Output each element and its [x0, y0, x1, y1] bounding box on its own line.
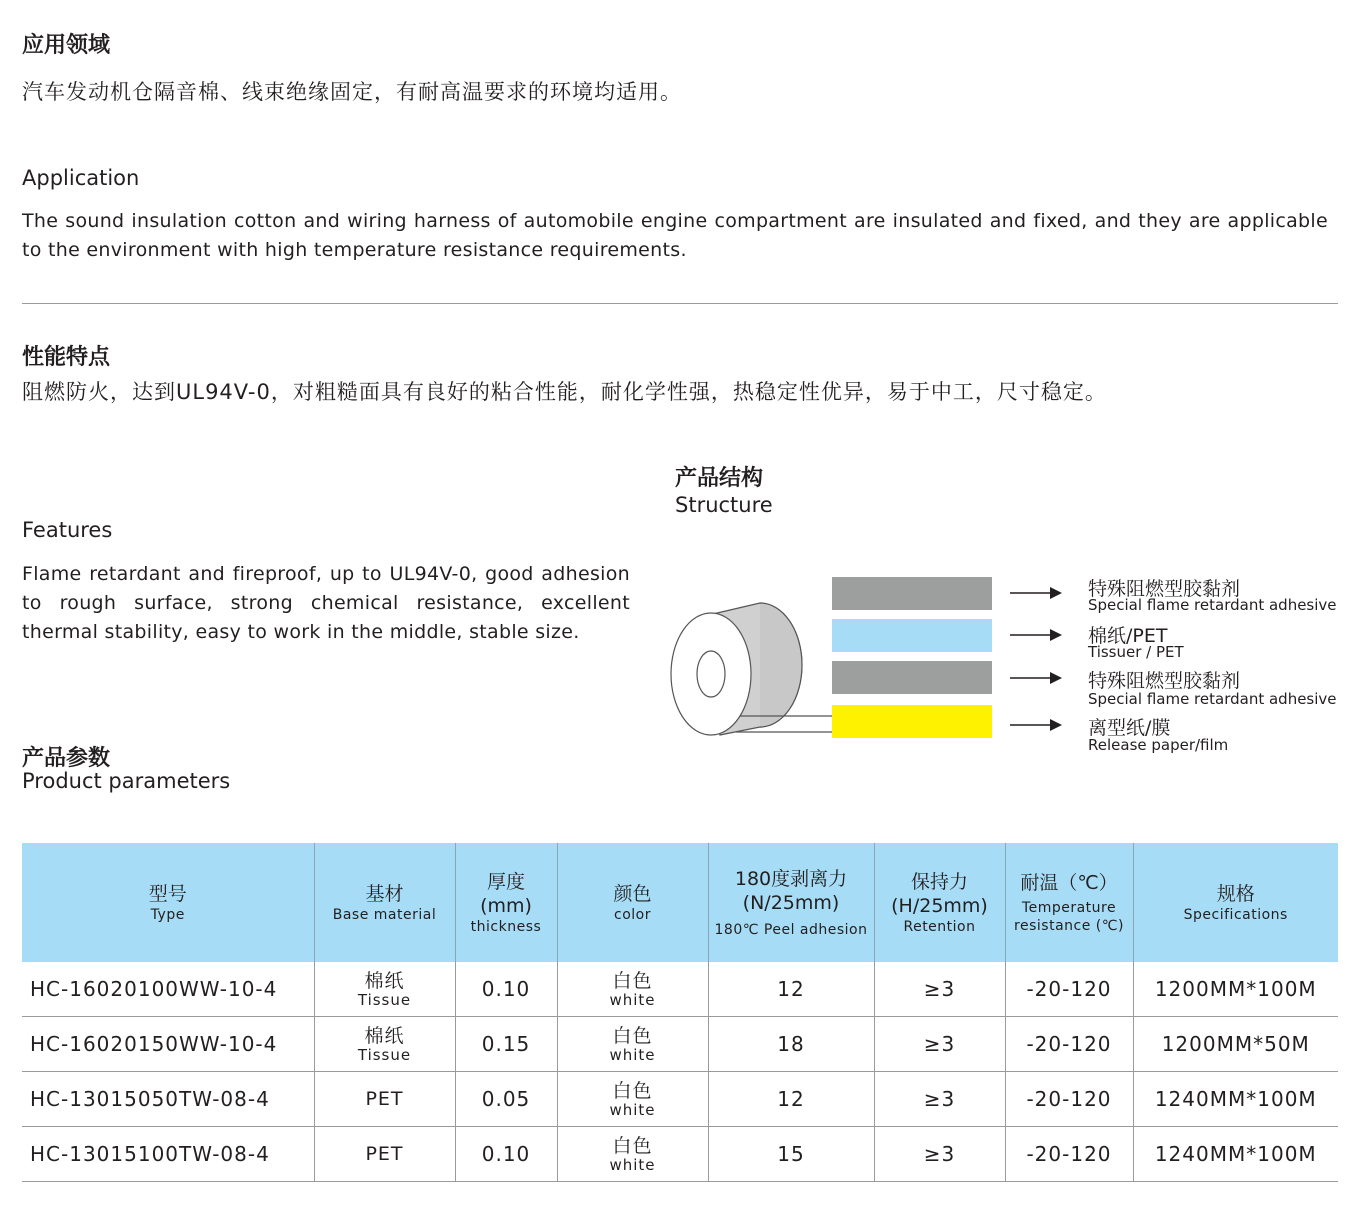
cell-thickness: 0.15 — [455, 1017, 557, 1072]
features-text-cn: 阻燃防火，达到UL94V-0，对粗糙面具有良好的粘合性能，耐化学性强，热稳定性优异，易于中工，尺寸稳定。 — [22, 380, 1107, 404]
col-specifications: 规格 Specifications — [1133, 843, 1338, 962]
layer-label-en: Tissuer / PET — [1088, 643, 1184, 661]
col-color: 颜色 color — [557, 843, 708, 962]
parameters-heading-cn: 产品参数 — [22, 746, 111, 771]
application-text-en: The sound insulation cotton and wiring harness of automobile engine compartment are insulated and fixed, and they are applicable to the environment with high temperature resistance requirements. — [22, 210, 1328, 261]
col-peel-adhesion: 180度剥离力 (N/25mm) 180℃ Peel adhesion — [708, 843, 874, 962]
section-divider — [22, 303, 1338, 304]
layer-adhesive-top — [832, 577, 992, 610]
table-row — [22, 1127, 1338, 1182]
product-parameters-table — [22, 843, 1338, 1182]
cell-retention: ≥3 — [874, 1127, 1005, 1182]
cell-color: 白色 white — [557, 962, 708, 1017]
cell-retention: ≥3 — [874, 962, 1005, 1017]
cell-temperature: -20-120 — [1005, 1127, 1133, 1182]
cell-base-material: PET — [314, 1127, 455, 1182]
col-thickness: 厚度 (mm) thickness — [455, 843, 557, 962]
col-retention: 保持力 (H/25mm) Retention — [874, 843, 1005, 962]
cell-thickness: 0.10 — [455, 1127, 557, 1182]
layer-tissue-pet — [832, 619, 992, 652]
cell-base-material: PET — [314, 1072, 455, 1127]
layer-label-cn: 棉纸/PET — [1088, 625, 1168, 647]
cell-specifications: 1240MM*100M — [1133, 1127, 1338, 1182]
cell-type: HC-13015050TW-08-4 — [22, 1072, 314, 1127]
application-heading-en: Application — [22, 166, 140, 190]
arrow-right-icon — [1010, 629, 1062, 641]
application-heading-cn: 应用领域 — [22, 33, 111, 58]
arrow-right-icon — [1010, 587, 1062, 599]
layer-label-en: Special flame retardant adhesive — [1088, 596, 1337, 614]
cell-color: 白色 white — [557, 1017, 708, 1072]
table-row — [22, 1072, 1338, 1127]
layer-release-film — [832, 705, 992, 738]
cell-thickness: 0.05 — [455, 1072, 557, 1127]
cell-peel: 12 — [708, 962, 874, 1017]
cell-temperature: -20-120 — [1005, 1072, 1133, 1127]
layer-label-en: Special flame retardant adhesive — [1088, 690, 1337, 708]
cell-specifications: 1200MM*50M — [1133, 1017, 1338, 1072]
cell-type: HC-16020150WW-10-4 — [22, 1017, 314, 1072]
cell-specifications: 1240MM*100M — [1133, 1072, 1338, 1127]
col-temperature: 耐温（℃） Temperature resistance (℃) — [1005, 843, 1133, 962]
layer-label-cn: 特殊阻燃型胶黏剂 — [1088, 578, 1241, 600]
col-base-material: 基材 Base material — [314, 843, 455, 962]
cell-color: 白色 white — [557, 1127, 708, 1182]
table-row — [22, 962, 1338, 1017]
table-header-row — [22, 843, 1338, 962]
application-text-cn: 汽车发动机仓隔音棉、线束绝缘固定，有耐高温要求的环境均适用。 — [22, 80, 682, 104]
cell-peel: 18 — [708, 1017, 874, 1072]
features-text-en: Flame retardant and fireproof, up to UL94V-0, good adhesion to rough surface, strong chemical resistance, excellent thermal stability, easy to work in the middle, stable size. — [22, 563, 630, 643]
cell-retention: ≥3 — [874, 1017, 1005, 1072]
cell-thickness: 0.10 — [455, 962, 557, 1017]
arrow-right-icon — [1010, 672, 1062, 684]
cell-type: HC-13015100TW-08-4 — [22, 1127, 314, 1182]
cell-peel: 12 — [708, 1072, 874, 1127]
layer-label-en: Release paper/film — [1088, 736, 1229, 754]
table-row — [22, 1017, 1338, 1072]
structure-heading-en: Structure — [675, 493, 773, 517]
tape-roll-illustration — [660, 595, 840, 745]
layer-label-cn: 离型纸/膜 — [1088, 717, 1171, 739]
layer-label-cn: 特殊阻燃型胶黏剂 — [1088, 670, 1241, 692]
layer-adhesive-bottom — [832, 661, 992, 694]
cell-retention: ≥3 — [874, 1072, 1005, 1127]
features-heading-en: Features — [22, 518, 113, 542]
cell-temperature: -20-120 — [1005, 1017, 1133, 1072]
parameters-heading-en: Product parameters — [22, 769, 231, 793]
cell-base-material: 棉纸 Tissue — [314, 1017, 455, 1072]
cell-base-material: 棉纸 Tissue — [314, 962, 455, 1017]
cell-type: HC-16020100WW-10-4 — [22, 962, 314, 1017]
cell-specifications: 1200MM*100M — [1133, 962, 1338, 1017]
cell-color: 白色 white — [557, 1072, 708, 1127]
cell-peel: 15 — [708, 1127, 874, 1182]
arrow-right-icon — [1010, 719, 1062, 731]
structure-heading-cn: 产品结构 — [675, 466, 764, 491]
cell-temperature: -20-120 — [1005, 962, 1133, 1017]
col-type: 型号 Type — [22, 843, 314, 962]
features-heading-cn: 性能特点 — [22, 345, 111, 370]
